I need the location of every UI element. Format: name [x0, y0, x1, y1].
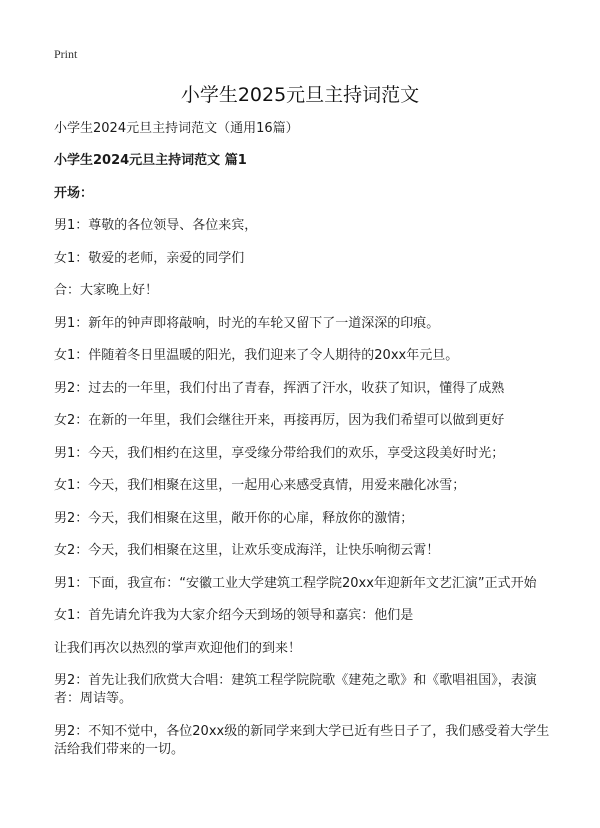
script-line: 男2：今天，我们相聚在这里，敞开你的心扉，释放你的激情； [54, 510, 414, 526]
script-line: 女2：今天，我们相聚在这里，让欢乐变成海洋，让快乐响彻云霄！ [54, 543, 440, 558]
script-line: 让我们再次以热烈的掌声欢迎他们的到来！ [54, 640, 302, 656]
script-line: 女1：首先请允许我为大家介绍今天到场的领导和嘉宾：他们是 [54, 608, 414, 623]
script-line: 女1：伴随着冬日里温暖的阳光，我们迎来了令人期待的20xx年元旦。 [54, 348, 459, 363]
script-line: 合：大家晚上好！ [54, 283, 159, 298]
script-line: 男2：不知不觉中，各位20xx级的新同学来到大学已近有些日子了，我们感受着大学生活给我们带来的一切。 [54, 723, 550, 757]
script-line: 男2：首先让我们欣赏大合唱：建筑工程学院院歌《建苑之歌》和《歌唱祖国》，表演者：周诘等。 [54, 673, 537, 706]
script-line: 男2：过去的一年里，我们付出了青春，挥洒了汗水，收获了知识，懂得了成熟 [54, 380, 505, 396]
document-body [54, 120, 554, 773]
script-line: 女1：敬爱的老师，亲爱的同学们 [54, 250, 245, 266]
opening-label: 开场： [54, 185, 94, 201]
script-line: 男1：新年的钟声即将敲响，时光的车轮又留下了一道深深的印痕。 [54, 315, 440, 331]
document-subtitle: 小学生2024元旦主持词范文（通用16篇） [54, 121, 299, 136]
section-heading: 小学生2024元旦主持词范文 篇1 [54, 153, 247, 168]
page-title: 小学生2025元旦主持词范文 [180, 84, 420, 106]
script-line: 男1：下面，我宣布：“安徽工业大学建筑工程学院20xx年迎新年文艺汇演”正式开始 [54, 575, 537, 591]
script-line: 女1：今天，我们相聚在这里，一起用心来感受真情，用爱来融化冰雪； [54, 478, 466, 493]
print-link[interactable]: Print [54, 47, 78, 61]
script-line: 女2：在新的一年里，我们会继往开来，再接再厉，因为我们希望可以做到更好 [54, 413, 505, 428]
script-line: 男1：今天，我们相约在这里，享受缘分带给我们的欢乐，享受这段美好时光； [54, 445, 505, 461]
script-line: 男1：尊敬的各位领导、各位来宾， [54, 218, 258, 233]
